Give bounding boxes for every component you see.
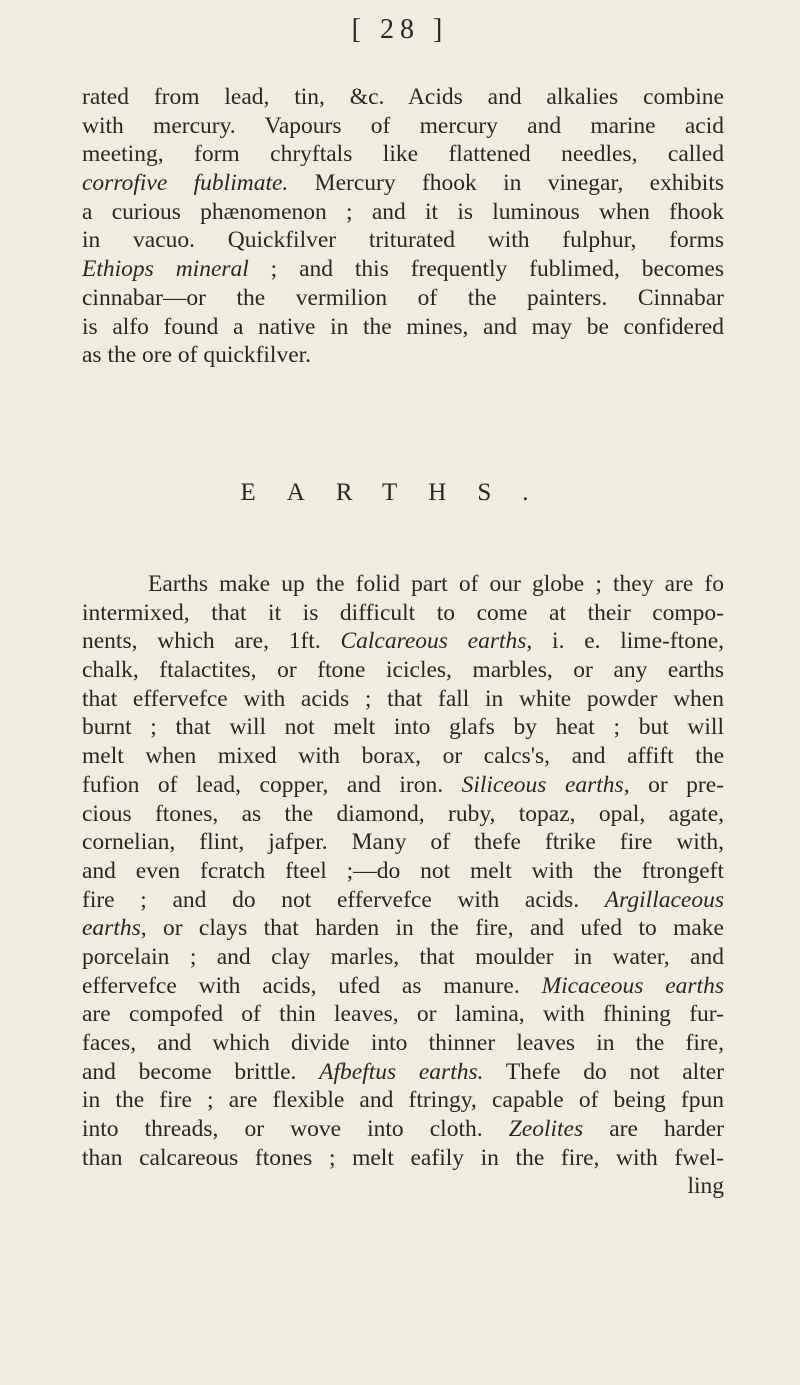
text-line: faces, and which divide into thinner leaves in the fire,	[82, 1030, 724, 1056]
text-line: melt when mixed with borax, or calcs's, and affift the	[82, 743, 724, 770]
text-line: is alfo found a native in the mines, and may be confidered	[82, 313, 724, 340]
text-line: fire ; and do not effervefce with acids. Argillaceous	[82, 886, 724, 913]
text-line: earths, or clays that harden in the fire, and ufed to make	[82, 915, 724, 942]
text-line: cious ftones, as the diamond, ruby, topaz, opal, agate,	[82, 800, 724, 827]
text-line: rated from lead, tin, &c. Acids and alkalies combine	[82, 84, 724, 110]
text-line: meeting, form chryftals like flattened needles, called	[82, 141, 724, 168]
text-line: corrofive fublimate. Mercury fhook in vinegar, exhibits	[82, 170, 724, 197]
paragraph-earths	[82, 570, 724, 1201]
text-line: in the fire ; are flexible and ftringy, capable of being fpun	[82, 1087, 724, 1114]
text-line: are compofed of thin leaves, or lamina, with fhining fur-	[82, 1001, 724, 1028]
text-line: nents, which are, 1ft. Calcareous earths, i. e. lime-ftone,	[82, 628, 724, 655]
text-line: ling	[687, 1173, 724, 1200]
paragraph-mercury	[82, 83, 724, 370]
text-line: Ethiops mineral ; and this frequently fublimed, becomes	[82, 256, 724, 283]
page-number: [ 28 ]	[351, 14, 449, 45]
text-line: fufion of lead, copper, and iron. Siliceous earths, or pre-	[82, 771, 724, 798]
text-line: into threads, or wove into cloth. Zeolites are harder	[82, 1116, 724, 1143]
section-heading-earths: EARTHS.	[240, 479, 560, 506]
text-line: Earths make up the folid part of our globe ; they are fo	[148, 571, 724, 597]
text-line: with mercury. Vapours of mercury and marine acid	[82, 112, 724, 139]
text-line: effervefce with acids, ufed as manure. Micaceous earths	[82, 972, 724, 999]
text-line: porcelain ; and clay marles, that moulder in water, and	[82, 943, 724, 970]
text-line: in vacuo. Quickfilver triturated with fulphur, forms	[82, 227, 724, 254]
text-line: a curious phænomenon ; and it is luminous when fhook	[82, 198, 724, 225]
text-line: and become brittle. Afbeftus earths. Thefe do not alter	[82, 1058, 724, 1085]
text-line: than calcareous ftones ; melt eafily in the fire, with fwel-	[82, 1144, 724, 1171]
text-line: burnt ; that will not melt into glafs by heat ; but will	[82, 714, 724, 741]
text-line: cinnabar—or the vermilion of the painters. Cinnabar	[82, 284, 724, 311]
text-line: cornelian, flint, jafper. Many of thefe ftrike fire with,	[82, 829, 724, 856]
text-line: chalk, ftalactites, or ftone icicles, marbles, or any earths	[82, 657, 724, 684]
text-line: and even fcratch fteel ;—do not melt with the ftrongeft	[82, 857, 724, 884]
text-line: as the ore of quickfilver.	[82, 342, 312, 369]
text-line: that effervefce with acids ; that fall in white powder when	[82, 685, 724, 712]
text-line: intermixed, that it is difficult to come at their compo-	[82, 599, 724, 626]
